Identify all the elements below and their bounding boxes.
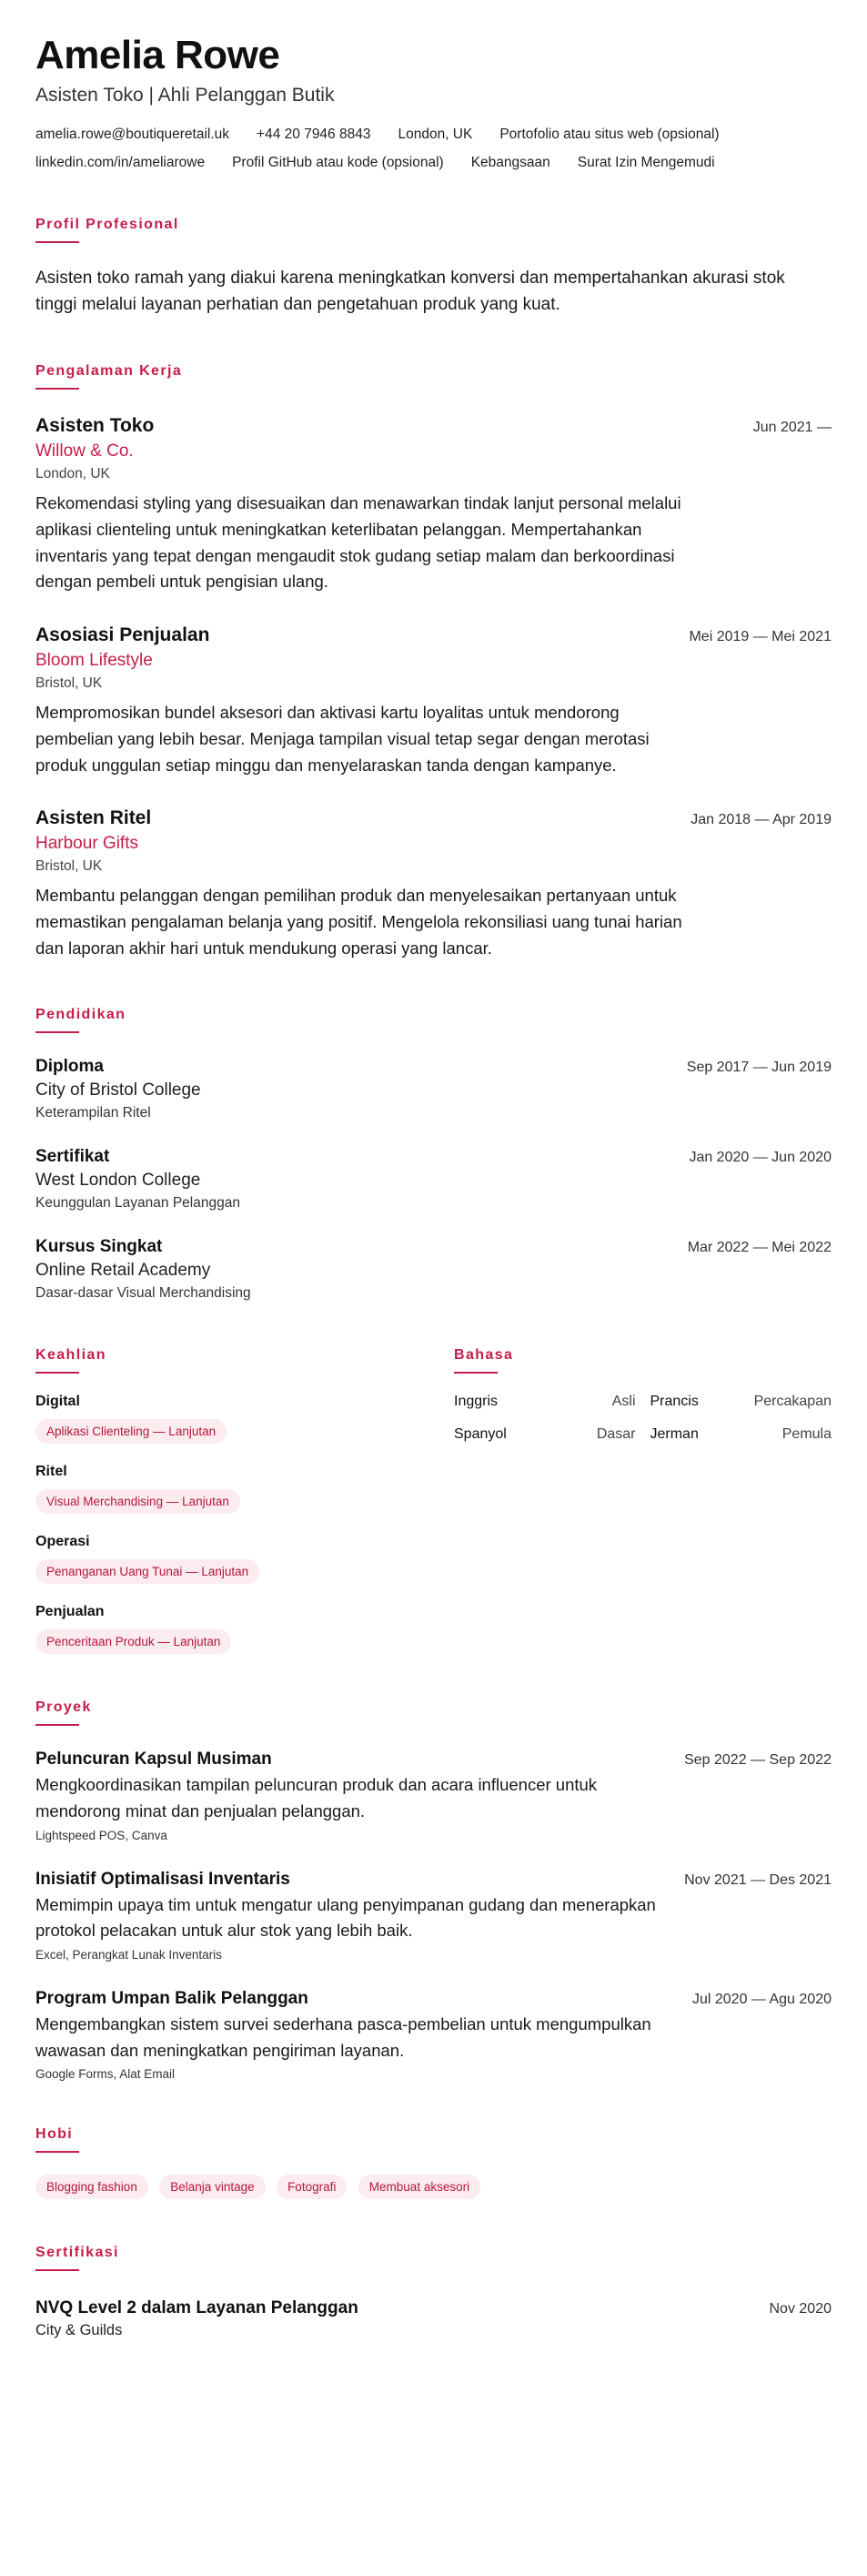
skill-group [35, 1604, 454, 1654]
language-level: Dasar [596, 1426, 636, 1443]
experience-section [35, 363, 832, 961]
job-title: Asosiasi Penjualan [35, 624, 210, 646]
projects-section [35, 1699, 832, 2081]
skill-category: Digital [35, 1394, 80, 1410]
job-company: Harbour Gifts [35, 834, 138, 854]
languages-section [454, 1347, 832, 1654]
hobby-pill: Belanja vintage [159, 2175, 265, 2199]
job-entry [35, 415, 832, 595]
education-field: Keunggulan Layanan Pelanggan [35, 1195, 240, 1212]
job-date: Jun 2021 — [752, 420, 832, 436]
language-name: Jerman [650, 1426, 699, 1443]
section-title: Keahlian [35, 1347, 106, 1364]
contact-portfolio[interactable]: Portofolio atau situs web (opsional) [499, 126, 720, 142]
education-date: Mar 2022 — Mei 2022 [687, 1240, 832, 1256]
contact-location: London, UK [398, 126, 473, 142]
project-date: Jul 2020 — Agu 2020 [691, 1991, 832, 2007]
education-field: Keterampilan Ritel [35, 1105, 151, 1121]
contact-phone[interactable]: +44 20 7946 8843 [257, 126, 371, 142]
project-description: Mengembangkan sistem survei sederhana pasca-pembelian untuk mengumpulkan wawasan dan meningkatkan pengiriman layanan. [35, 2013, 651, 2060]
skills-languages-row [35, 1347, 832, 1654]
education-date: Jan 2020 — Jun 2020 [689, 1150, 832, 1166]
job-entry [35, 807, 832, 961]
project-tech: Google Forms, Alat Email [35, 2067, 176, 2082]
language-item [650, 1394, 832, 1410]
project-entry [35, 1749, 832, 1841]
certification-date: Nov 2020 [769, 2301, 832, 2317]
language-level: Percakapan [753, 1394, 832, 1410]
job-date: Jan 2018 — Apr 2019 [691, 812, 832, 828]
job-company: Bloom Lifestyle [35, 651, 153, 671]
certification-issuer: City & Guilds [35, 2322, 123, 2339]
certification-entry [35, 2298, 832, 2339]
skill-category: Operasi [35, 1534, 90, 1550]
section-divider [454, 1372, 498, 1374]
project-entry [35, 1989, 832, 2081]
language-item [454, 1426, 636, 1443]
job-location: Bristol, UK [35, 858, 103, 875]
language-name: Prancis [650, 1394, 699, 1410]
project-description: Mengkoordinasikan tampilan peluncuran produk dan acara influencer untuk mendorong minat dan penjualan pelanggan. [35, 1775, 598, 1820]
hobby-list [35, 2165, 832, 2199]
education-degree: Sertifikat [35, 1147, 110, 1167]
section-title: Sertifikasi [35, 2245, 119, 2261]
education-institution: City of Bristol College [35, 1080, 201, 1100]
section-divider [35, 1031, 79, 1033]
section-title: Profil Profesional [35, 216, 179, 232]
job-title: Asisten Ritel [35, 807, 152, 829]
section-divider [35, 388, 79, 390]
project-date: Nov 2021 — Des 2021 [684, 1871, 832, 1888]
profile-summary: Asisten toko ramah yang diakui karena meningkatkan konversi dan mempertahankan akurasi stok tinggi melalui layanan perhatian dan pengetahuan produk yang kuat. [35, 268, 785, 315]
language-item [454, 1394, 636, 1410]
candidate-headline: Asisten Toko | Ahli Pelanggan Butik [35, 84, 335, 106]
education-field: Dasar-dasar Visual Merchandising [35, 1285, 251, 1302]
language-name: Spanyol [454, 1426, 507, 1443]
section-divider [35, 2151, 79, 2153]
contact-nationality: Kebangsaan [470, 154, 550, 170]
section-title: Bahasa [454, 1347, 514, 1364]
skill-category: Ritel [35, 1464, 67, 1480]
skill-pill: Aplikasi Clienteling — Lanjutan [35, 1419, 227, 1444]
contact-linkedin[interactable]: linkedin.com/in/ameliarowe [35, 154, 206, 170]
language-grid [454, 1394, 832, 1443]
project-entry [35, 1870, 832, 1962]
hobby-pill: Blogging fashion [35, 2175, 148, 2199]
project-title: Peluncuran Kapsul Musiman [35, 1749, 272, 1770]
language-name: Inggris [454, 1394, 499, 1410]
education-entry [35, 1057, 832, 1121]
hobby-pill: Membuat aksesori [358, 2175, 480, 2199]
job-location: Bristol, UK [35, 675, 103, 692]
skill-group [35, 1394, 454, 1444]
skill-pill: Visual Merchandising — Lanjutan [35, 1489, 240, 1514]
education-institution: West London College [35, 1171, 201, 1191]
skill-group [35, 1464, 454, 1514]
certification-title: NVQ Level 2 dalam Layanan Pelanggan [35, 2298, 358, 2318]
project-date: Sep 2022 — Sep 2022 [684, 1752, 832, 1769]
project-tech: Lightspeed POS, Canva [35, 1828, 167, 1842]
section-title: Pengalaman Kerja [35, 363, 183, 380]
skill-group [35, 1534, 454, 1584]
project-tech: Excel, Perangkat Lunak Inventaris [35, 1947, 222, 1962]
certifications-section [35, 2245, 832, 2339]
language-item [650, 1426, 832, 1443]
education-date: Sep 2017 — Jun 2019 [686, 1060, 832, 1076]
job-description: Rekomendasi styling yang disesuaikan dan menawarkan tindak lanjut personal melalui aplikasi clienteling untuk meningkatkan keterlibatan pelanggan. Mempertahankan inventaris yang tepat dengan mengaudit stok gudang setiap malam dan berkoordinasi dengan pembeli untuk pengisian ulang. [35, 493, 681, 592]
education-institution: Online Retail Academy [35, 1261, 211, 1281]
skills-section [35, 1347, 454, 1654]
job-location: London, UK [35, 466, 110, 482]
skill-pill: Penanganan Uang Tunai — Lanjutan [35, 1559, 259, 1584]
contact-list [35, 127, 836, 171]
education-section [35, 1007, 832, 1302]
skill-pill: Penceritaan Produk — Lanjutan [35, 1629, 231, 1654]
candidate-name: Amelia Rowe [35, 33, 280, 77]
contact-github[interactable]: Profil GitHub atau kode (opsional) [232, 154, 444, 170]
hobby-pill: Fotografi [277, 2175, 347, 2199]
project-title: Program Umpan Balik Pelanggan [35, 1988, 308, 2008]
language-level: Asli [611, 1394, 636, 1410]
job-date: Mei 2019 — Mei 2021 [689, 629, 832, 645]
education-degree: Diploma [35, 1057, 104, 1077]
section-title: Pendidikan [35, 1007, 126, 1023]
job-entry [35, 624, 832, 778]
section-divider [35, 2269, 79, 2271]
project-title: Inisiatif Optimalisasi Inventaris [35, 1869, 290, 1889]
contact-driving-license: Surat Izin Mengemudi [577, 154, 715, 170]
education-entry [35, 1237, 832, 1302]
contact-email[interactable]: amelia.rowe@boutiqueretail.uk [35, 126, 230, 142]
hobbies-section [35, 2126, 832, 2199]
section-divider [35, 1372, 79, 1374]
education-degree: Kursus Singkat [35, 1237, 163, 1257]
job-description: Mempromosikan bundel aksesori dan aktivasi kartu loyalitas untuk mendorong pembelian yang lebih besar. Menjaga tampilan visual tetap segar dengan merotasi produk unggulan setiap minggu dan menyelaraskan tanda dengan kampanye. [35, 703, 650, 775]
section-title: Hobi [35, 2126, 74, 2143]
education-entry [35, 1147, 832, 1212]
job-company: Willow & Co. [35, 441, 134, 461]
job-description: Membantu pelanggan dengan pemilihan produk dan menyelesaikan pertanyaan untuk memastikan pengalaman belanja yang positif. Mengelola rekonsiliasi uang tunai harian dan laporan akhir hari untuk mendukung operasi yang lancar. [35, 886, 682, 958]
resume-header [35, 33, 832, 171]
section-title: Proyek [35, 1699, 92, 1716]
job-title: Asisten Toko [35, 415, 155, 437]
project-description: Memimpin upaya tim untuk mengatur ulang penyimpanan gudang dan menerapkan protokol pelacakan untuk alur stok yang lebih baik. [35, 1894, 656, 1941]
section-divider [35, 241, 79, 243]
section-divider [35, 1724, 79, 1726]
skill-category: Penjualan [35, 1604, 105, 1620]
profile-section [35, 217, 832, 319]
language-level: Pemula [781, 1426, 832, 1443]
